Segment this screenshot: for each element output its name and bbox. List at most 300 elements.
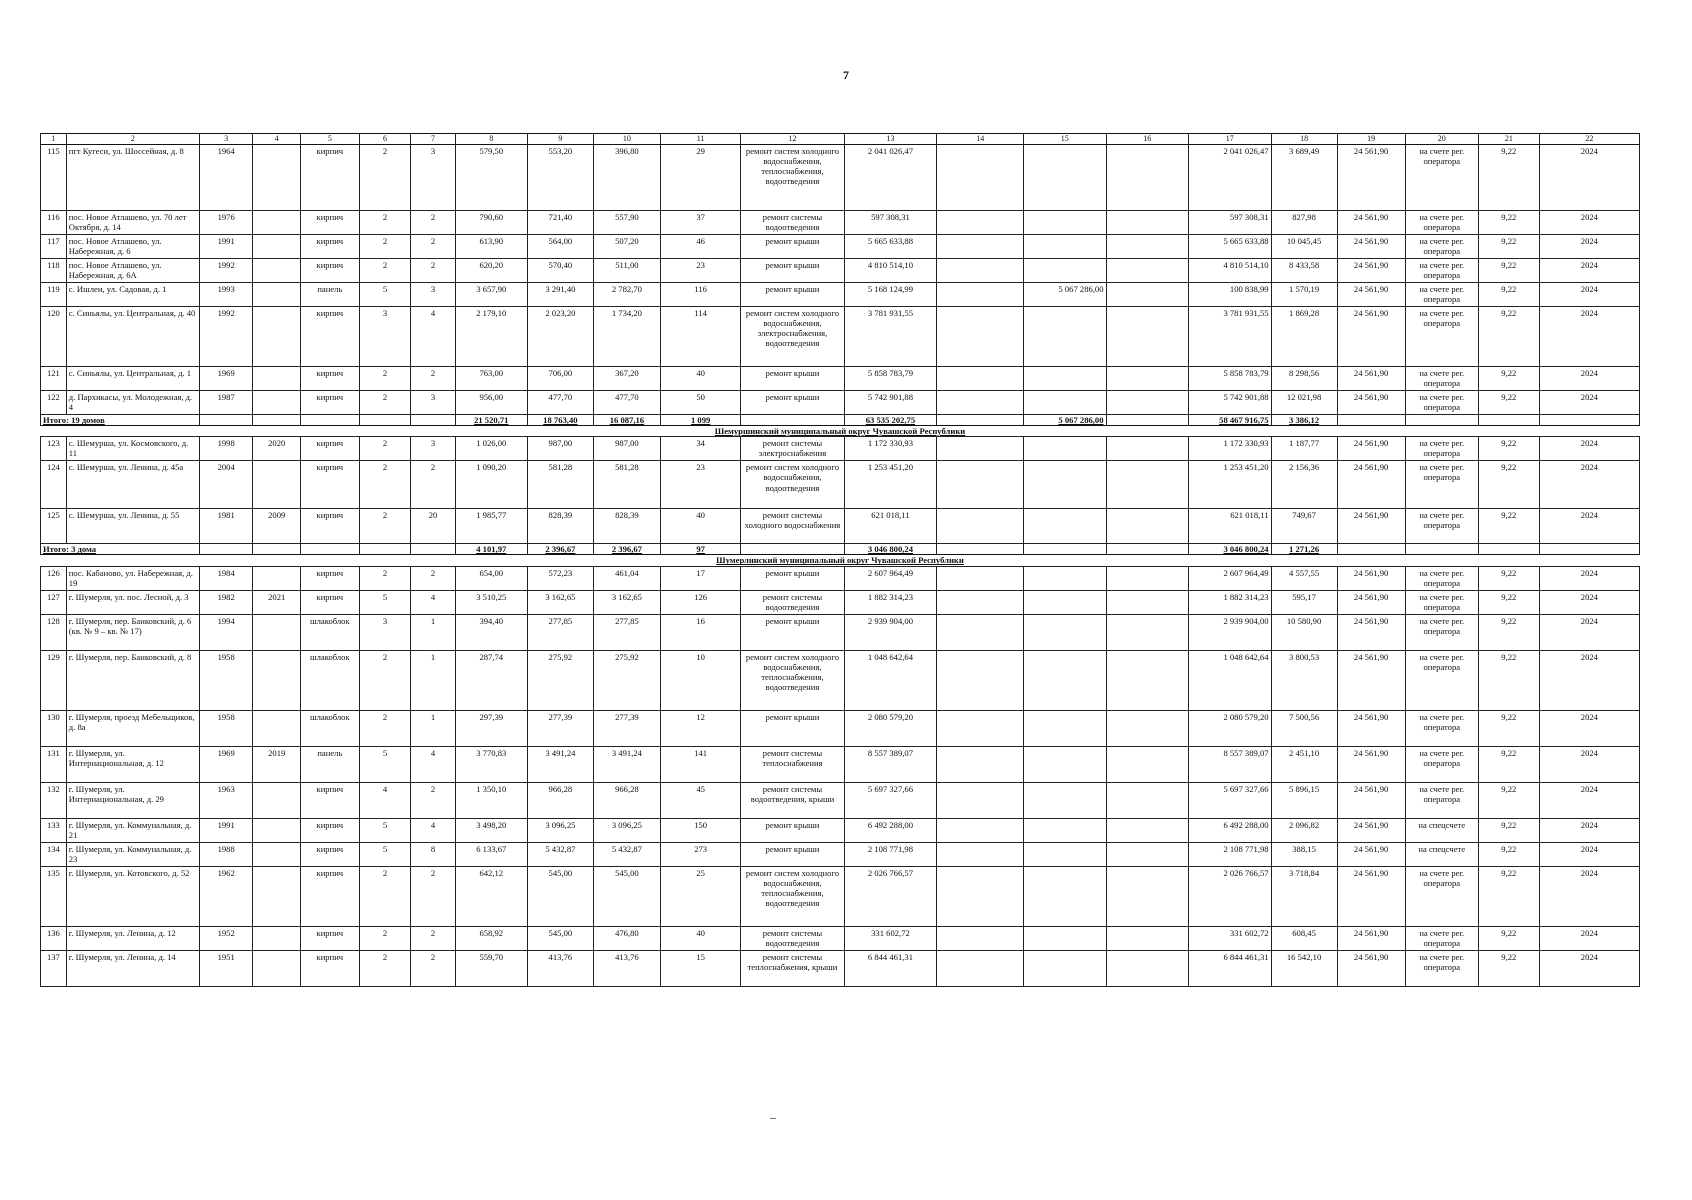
fund-cost-cell (937, 145, 1024, 211)
row-number-cell: 116 (41, 211, 67, 235)
row-number-cell: 135 (41, 866, 67, 926)
completion-year-cell: 2024 (1539, 650, 1639, 710)
build-year-cell: 1991 (199, 235, 253, 259)
entrances-cell (411, 544, 455, 555)
wall-material-cell: шлакоблок (300, 710, 359, 746)
entrances-cell: 2 (411, 782, 455, 818)
work-type-cell (741, 415, 844, 426)
residential-area-cell: 18 763,40 (527, 415, 593, 426)
municipal-cost-cell (1106, 145, 1189, 211)
table-row (41, 283, 1640, 307)
owners-area-cell: 2 396,67 (593, 544, 660, 555)
contribution-cell: 9,22 (1478, 650, 1539, 710)
total-area-cell: 956,00 (455, 391, 527, 415)
municipal-cost-cell (1106, 818, 1189, 842)
residents-count-cell: 17 (660, 566, 740, 590)
total-cost-cell: 5 665 633,88 (844, 235, 937, 259)
column-number-cell: 10 (593, 134, 660, 145)
owners-area-cell: 413,76 (593, 950, 660, 986)
work-type-cell: ремонт системы холодного водоснабжения (741, 509, 844, 544)
floors-cell: 2 (359, 259, 411, 283)
entrances-cell: 1 (411, 710, 455, 746)
fund-method-cell: на счете рег. оператора (1405, 283, 1478, 307)
residential-area-cell: 545,00 (527, 926, 593, 950)
column-number-cell: 7 (411, 134, 455, 145)
wall-material-cell: кирпич (300, 391, 359, 415)
unit-cost-cell: 827,98 (1271, 211, 1337, 235)
reconstruction-year-cell (253, 782, 300, 818)
unit-cost-cell: 608,45 (1271, 926, 1337, 950)
completion-year-cell: 2024 (1539, 926, 1639, 950)
residents-count-cell: 150 (660, 818, 740, 842)
budget-cost-cell (1024, 437, 1107, 461)
budget-cost-cell (1024, 746, 1107, 782)
build-year-cell: 1952 (199, 926, 253, 950)
fund-cost-cell (937, 590, 1024, 614)
fund-cost-cell (937, 509, 1024, 544)
reconstruction-year-cell (253, 614, 300, 650)
total-cost-cell: 621 018,11 (844, 509, 937, 544)
total-area-cell: 394,40 (455, 614, 527, 650)
owners-area-cell: 275,92 (593, 650, 660, 710)
contribution-cell: 9,22 (1478, 437, 1539, 461)
table-row (41, 509, 1640, 544)
max-unit-cost-cell: 24 561,90 (1337, 437, 1405, 461)
unit-cost-cell: 3 800,53 (1271, 650, 1337, 710)
owners-cost-cell: 3 781 931,55 (1189, 307, 1272, 367)
total-cost-cell: 2 080 579,20 (844, 710, 937, 746)
residents-count-cell: 10 (660, 650, 740, 710)
max-unit-cost-cell (1337, 544, 1405, 555)
reconstruction-year-cell (253, 235, 300, 259)
address-cell: пос. Новое Атлашево, ул. 70 лет Октября, д. 14 (66, 211, 199, 235)
total-cost-cell: 5 858 783,79 (844, 367, 937, 391)
build-year-cell: 1984 (199, 566, 253, 590)
address-cell: пос. Новое Атлашево, ул. Набережная, д. 6 (66, 235, 199, 259)
floors-cell: 2 (359, 566, 411, 590)
wall-material-cell: кирпич (300, 367, 359, 391)
build-year-cell: 1963 (199, 782, 253, 818)
max-unit-cost-cell: 24 561,90 (1337, 950, 1405, 986)
owners-cost-cell: 6 492 288,00 (1189, 818, 1272, 842)
work-type-cell: ремонт крыши (741, 818, 844, 842)
fund-method-cell: на счете рег. оператора (1405, 509, 1478, 544)
budget-cost-cell (1024, 866, 1107, 926)
residential-area-cell: 706,00 (527, 367, 593, 391)
owners-area-cell: 277,85 (593, 614, 660, 650)
address-cell: г. Шумерля, проезд Мебельщиков, д. 8а (66, 710, 199, 746)
fund-method-cell: на счете рег. оператора (1405, 614, 1478, 650)
contribution-cell: 9,22 (1478, 950, 1539, 986)
column-number-cell: 1 (41, 134, 67, 145)
section-row (41, 555, 1640, 566)
address-cell: г. Шумерля, ул. Котовского, д. 52 (66, 866, 199, 926)
fund-method-cell: на счете рег. оператора (1405, 926, 1478, 950)
fund-method-cell: на счете рег. оператора (1405, 590, 1478, 614)
entrances-cell: 2 (411, 461, 455, 509)
max-unit-cost-cell: 24 561,90 (1337, 307, 1405, 367)
unit-cost-cell: 4 557,55 (1271, 566, 1337, 590)
work-type-cell: ремонт системы электроснабжения (741, 437, 844, 461)
municipal-cost-cell (1106, 566, 1189, 590)
owners-cost-cell: 5 665 633,88 (1189, 235, 1272, 259)
entrances-cell: 3 (411, 145, 455, 211)
contribution-cell (1478, 415, 1539, 426)
total-cost-cell: 3 781 931,55 (844, 307, 937, 367)
residential-area-cell: 477,70 (527, 391, 593, 415)
contribution-cell: 9,22 (1478, 590, 1539, 614)
owners-area-cell: 2 782,70 (593, 283, 660, 307)
max-unit-cost-cell: 24 561,90 (1337, 461, 1405, 509)
column-number-cell: 15 (1024, 134, 1107, 145)
owners-cost-cell: 2 108 771,98 (1189, 842, 1272, 866)
column-number-cell: 22 (1539, 134, 1639, 145)
budget-cost-cell (1024, 842, 1107, 866)
fund-cost-cell (937, 437, 1024, 461)
unit-cost-cell: 10 045,45 (1271, 235, 1337, 259)
fund-cost-cell (937, 235, 1024, 259)
owners-area-cell: 511,00 (593, 259, 660, 283)
build-year-cell: 1962 (199, 866, 253, 926)
owners-area-cell: 5 432,87 (593, 842, 660, 866)
owners-cost-cell: 1 172 330,93 (1189, 437, 1272, 461)
total-area-cell: 579,50 (455, 145, 527, 211)
floors-cell: 5 (359, 283, 411, 307)
total-area-cell: 658,92 (455, 926, 527, 950)
residential-area-cell: 564,00 (527, 235, 593, 259)
column-number-row (41, 134, 1640, 145)
address-cell: с. Шемурша, ул. Ленина, д. 55 (66, 509, 199, 544)
wall-material-cell: кирпич (300, 307, 359, 367)
municipal-cost-cell (1106, 415, 1189, 426)
wall-material-cell: кирпич (300, 145, 359, 211)
fund-cost-cell (937, 842, 1024, 866)
completion-year-cell: 2024 (1539, 461, 1639, 509)
build-year-cell (199, 544, 253, 555)
page-mark (770, 1118, 776, 1119)
unit-cost-cell: 1 570,19 (1271, 283, 1337, 307)
contribution-cell: 9,22 (1478, 283, 1539, 307)
fund-method-cell: на счете рег. оператора (1405, 235, 1478, 259)
wall-material-cell: кирпич (300, 842, 359, 866)
completion-year-cell: 2024 (1539, 614, 1639, 650)
wall-material-cell: кирпич (300, 566, 359, 590)
floors-cell: 2 (359, 461, 411, 509)
table-row (41, 437, 1640, 461)
owners-area-cell: 461,04 (593, 566, 660, 590)
reconstruction-year-cell (253, 818, 300, 842)
total-label-cell: Итого: 3 дома (41, 544, 200, 555)
completion-year-cell: 2024 (1539, 842, 1639, 866)
municipal-cost-cell (1106, 926, 1189, 950)
build-year-cell: 1992 (199, 259, 253, 283)
max-unit-cost-cell: 24 561,90 (1337, 818, 1405, 842)
residential-area-cell: 828,39 (527, 509, 593, 544)
build-year-cell (199, 415, 253, 426)
unit-cost-cell: 3 718,84 (1271, 866, 1337, 926)
residential-area-cell: 553,20 (527, 145, 593, 211)
row-number-cell: 128 (41, 614, 67, 650)
entrances-cell: 4 (411, 307, 455, 367)
build-year-cell: 1993 (199, 283, 253, 307)
column-number-cell: 9 (527, 134, 593, 145)
contribution-cell: 9,22 (1478, 566, 1539, 590)
municipal-cost-cell (1106, 842, 1189, 866)
reconstruction-year-cell (253, 544, 300, 555)
residential-area-cell: 721,40 (527, 211, 593, 235)
total-cost-cell: 3 046 800,24 (844, 544, 937, 555)
completion-year-cell: 2024 (1539, 566, 1639, 590)
address-cell: д. Пархикасы, ул. Молодежная, д. 4 (66, 391, 199, 415)
table-row (41, 950, 1640, 986)
floors-cell: 5 (359, 842, 411, 866)
column-number-cell: 16 (1106, 134, 1189, 145)
row-number-cell: 121 (41, 367, 67, 391)
residents-count-cell: 29 (660, 145, 740, 211)
residential-area-cell: 3 291,40 (527, 283, 593, 307)
owners-cost-cell: 2 607 964,49 (1189, 566, 1272, 590)
fund-cost-cell (937, 544, 1024, 555)
total-cost-cell: 4 810 514,10 (844, 259, 937, 283)
wall-material-cell: кирпич (300, 509, 359, 544)
work-type-cell: ремонт систем холодного водоснабжения, электроснабжения, водоотведения (741, 307, 844, 367)
unit-cost-cell: 3 689,49 (1271, 145, 1337, 211)
reconstruction-year-cell (253, 866, 300, 926)
row-number-cell: 127 (41, 590, 67, 614)
build-year-cell: 1994 (199, 614, 253, 650)
residents-count-cell: 34 (660, 437, 740, 461)
work-type-cell: ремонт крыши (741, 566, 844, 590)
address-cell: г. Шумерля, ул. Коммунальная, д. 23 (66, 842, 199, 866)
total-cost-cell: 6 492 288,00 (844, 818, 937, 842)
row-number-cell: 115 (41, 145, 67, 211)
address-cell: с. Ишлеи, ул. Садовая, д. 1 (66, 283, 199, 307)
total-area-cell: 1 350,10 (455, 782, 527, 818)
unit-cost-cell: 8 433,58 (1271, 259, 1337, 283)
fund-cost-cell (937, 259, 1024, 283)
floors-cell (359, 544, 411, 555)
owners-cost-cell: 2 939 904,00 (1189, 614, 1272, 650)
residents-count-cell: 273 (660, 842, 740, 866)
wall-material-cell (300, 544, 359, 555)
address-cell: пгт Кугеси, ул. Шоссейная, д. 8 (66, 145, 199, 211)
reconstruction-year-cell (253, 283, 300, 307)
work-type-cell (741, 544, 844, 555)
row-number-cell: 134 (41, 842, 67, 866)
address-cell: с. Синьялы, ул. Центральная, д. 40 (66, 307, 199, 367)
work-type-cell: ремонт крыши (741, 710, 844, 746)
work-type-cell: ремонт крыши (741, 614, 844, 650)
residents-count-cell: 114 (660, 307, 740, 367)
fund-method-cell: на счете рег. оператора (1405, 650, 1478, 710)
municipal-cost-cell (1106, 211, 1189, 235)
fund-cost-cell (937, 782, 1024, 818)
work-type-cell: ремонт крыши (741, 235, 844, 259)
residential-area-cell: 3 162,65 (527, 590, 593, 614)
column-number-cell: 6 (359, 134, 411, 145)
municipal-cost-cell (1106, 307, 1189, 367)
residents-count-cell: 23 (660, 259, 740, 283)
entrances-cell: 4 (411, 746, 455, 782)
wall-material-cell: кирпич (300, 235, 359, 259)
budget-cost-cell (1024, 211, 1107, 235)
address-cell: г. Шумерля, ул. Коммунальная, д. 21 (66, 818, 199, 842)
address-cell: г. Шумерля, пер. Банковский, д. 8 (66, 650, 199, 710)
municipal-cost-cell (1106, 544, 1189, 555)
owners-area-cell: 581,28 (593, 461, 660, 509)
total-cost-cell: 2 026 766,57 (844, 866, 937, 926)
address-cell: с. Синьялы, ул. Центральная, д. 1 (66, 367, 199, 391)
row-number-cell: 132 (41, 782, 67, 818)
total-cost-cell: 331 602,72 (844, 926, 937, 950)
fund-method-cell: на счете рег. оператора (1405, 461, 1478, 509)
total-cost-cell: 1 882 314,23 (844, 590, 937, 614)
address-cell: г. Шумерля, ул. Интернациональная, д. 12 (66, 746, 199, 782)
contribution-cell: 9,22 (1478, 391, 1539, 415)
address-cell: г. Шумерля, пер. Банковский, д. 6 (кв. № 9 – кв. № 17) (66, 614, 199, 650)
build-year-cell: 1951 (199, 950, 253, 986)
reconstruction-year-cell (253, 259, 300, 283)
floors-cell: 3 (359, 307, 411, 367)
owners-cost-cell: 4 810 514,10 (1189, 259, 1272, 283)
entrances-cell: 1 (411, 650, 455, 710)
owners-area-cell: 966,28 (593, 782, 660, 818)
unit-cost-cell: 388,15 (1271, 842, 1337, 866)
fund-method-cell: на спецсчете (1405, 842, 1478, 866)
build-year-cell: 1998 (199, 437, 253, 461)
reconstruction-year-cell (253, 926, 300, 950)
completion-year-cell: 2024 (1539, 235, 1639, 259)
residential-area-cell: 3 096,25 (527, 818, 593, 842)
row-number-cell: 122 (41, 391, 67, 415)
completion-year-cell: 2024 (1539, 590, 1639, 614)
owners-cost-cell: 331 602,72 (1189, 926, 1272, 950)
fund-cost-cell (937, 461, 1024, 509)
fund-cost-cell (937, 415, 1024, 426)
column-number-cell: 14 (937, 134, 1024, 145)
total-area-cell: 2 179,10 (455, 307, 527, 367)
completion-year-cell: 2024 (1539, 950, 1639, 986)
wall-material-cell: кирпич (300, 782, 359, 818)
fund-method-cell: на счете рег. оператора (1405, 145, 1478, 211)
residents-count-cell: 15 (660, 950, 740, 986)
section-heading: Шумерлинский муниципальный округ Чувашской Республики (41, 555, 1640, 566)
completion-year-cell: 2024 (1539, 211, 1639, 235)
column-number-cell: 11 (660, 134, 740, 145)
residents-count-cell: 25 (660, 866, 740, 926)
residential-area-cell: 413,76 (527, 950, 593, 986)
residential-area-cell: 277,85 (527, 614, 593, 650)
completion-year-cell: 2024 (1539, 367, 1639, 391)
reconstruction-year-cell (253, 566, 300, 590)
floors-cell: 2 (359, 437, 411, 461)
floors-cell: 2 (359, 145, 411, 211)
completion-year-cell (1539, 544, 1639, 555)
residential-area-cell: 5 432,87 (527, 842, 593, 866)
row-number-cell: 120 (41, 307, 67, 367)
reconstruction-year-cell: 2009 (253, 509, 300, 544)
total-area-cell: 763,00 (455, 367, 527, 391)
address-cell: г. Шумерля, ул. пос. Лесной, д. 3 (66, 590, 199, 614)
row-number-cell: 131 (41, 746, 67, 782)
page-number: 7 (843, 68, 849, 82)
municipal-cost-cell (1106, 283, 1189, 307)
completion-year-cell: 2024 (1539, 307, 1639, 367)
owners-area-cell: 396,80 (593, 145, 660, 211)
entrances-cell: 4 (411, 818, 455, 842)
total-cost-cell: 8 557 389,07 (844, 746, 937, 782)
total-cost-cell: 2 108 771,98 (844, 842, 937, 866)
address-cell: с. Шемурша, ул. Ленина, д. 45а (66, 461, 199, 509)
entrances-cell: 3 (411, 437, 455, 461)
unit-cost-cell: 2 096,82 (1271, 818, 1337, 842)
owners-area-cell: 277,39 (593, 710, 660, 746)
budget-cost-cell (1024, 544, 1107, 555)
work-type-cell: ремонт системы водоотведения (741, 926, 844, 950)
work-type-cell: ремонт крыши (741, 259, 844, 283)
residents-count-cell: 23 (660, 461, 740, 509)
budget-cost-cell: 5 067 286,00 (1024, 415, 1107, 426)
table-row (41, 391, 1640, 415)
total-area-cell: 3 657,90 (455, 283, 527, 307)
completion-year-cell: 2024 (1539, 509, 1639, 544)
completion-year-cell: 2024 (1539, 782, 1639, 818)
row-number-cell: 124 (41, 461, 67, 509)
contribution-cell: 9,22 (1478, 235, 1539, 259)
budget-cost-cell (1024, 391, 1107, 415)
max-unit-cost-cell: 24 561,90 (1337, 614, 1405, 650)
total-label-cell: Итого: 19 домов (41, 415, 200, 426)
work-type-cell: ремонт систем холодного водоснабжения, теплоснабжения, водоотведения (741, 866, 844, 926)
budget-cost-cell (1024, 614, 1107, 650)
document-body (40, 133, 1640, 987)
entrances-cell: 1 (411, 614, 455, 650)
contribution-cell: 9,22 (1478, 211, 1539, 235)
owners-cost-cell: 2 080 579,20 (1189, 710, 1272, 746)
build-year-cell: 1969 (199, 367, 253, 391)
wall-material-cell: кирпич (300, 818, 359, 842)
contribution-cell: 9,22 (1478, 259, 1539, 283)
total-area-cell: 287,74 (455, 650, 527, 710)
fund-method-cell (1405, 544, 1478, 555)
wall-material-cell: панель (300, 283, 359, 307)
table-row (41, 211, 1640, 235)
fund-method-cell: на счете рег. оператора (1405, 950, 1478, 986)
row-number-cell: 133 (41, 818, 67, 842)
completion-year-cell: 2024 (1539, 145, 1639, 211)
entrances-cell: 2 (411, 866, 455, 926)
owners-cost-cell: 597 308,31 (1189, 211, 1272, 235)
total-cost-cell: 5 742 901,88 (844, 391, 937, 415)
column-number-cell: 13 (844, 134, 937, 145)
owners-area-cell: 545,00 (593, 866, 660, 926)
floors-cell: 2 (359, 509, 411, 544)
municipal-cost-cell (1106, 614, 1189, 650)
unit-cost-cell: 2 451,10 (1271, 746, 1337, 782)
total-cost-cell: 2 607 964,49 (844, 566, 937, 590)
entrances-cell (411, 415, 455, 426)
budget-cost-cell (1024, 259, 1107, 283)
municipal-cost-cell (1106, 782, 1189, 818)
fund-method-cell: на счете рег. оператора (1405, 782, 1478, 818)
owners-cost-cell: 1 048 642,64 (1189, 650, 1272, 710)
owners-cost-cell: 3 046 800,24 (1189, 544, 1272, 555)
work-type-cell: ремонт крыши (741, 367, 844, 391)
work-type-cell: ремонт системы теплоснабжения, крыши (741, 950, 844, 986)
work-type-cell: ремонт крыши (741, 842, 844, 866)
max-unit-cost-cell: 24 561,90 (1337, 509, 1405, 544)
wall-material-cell: кирпич (300, 926, 359, 950)
